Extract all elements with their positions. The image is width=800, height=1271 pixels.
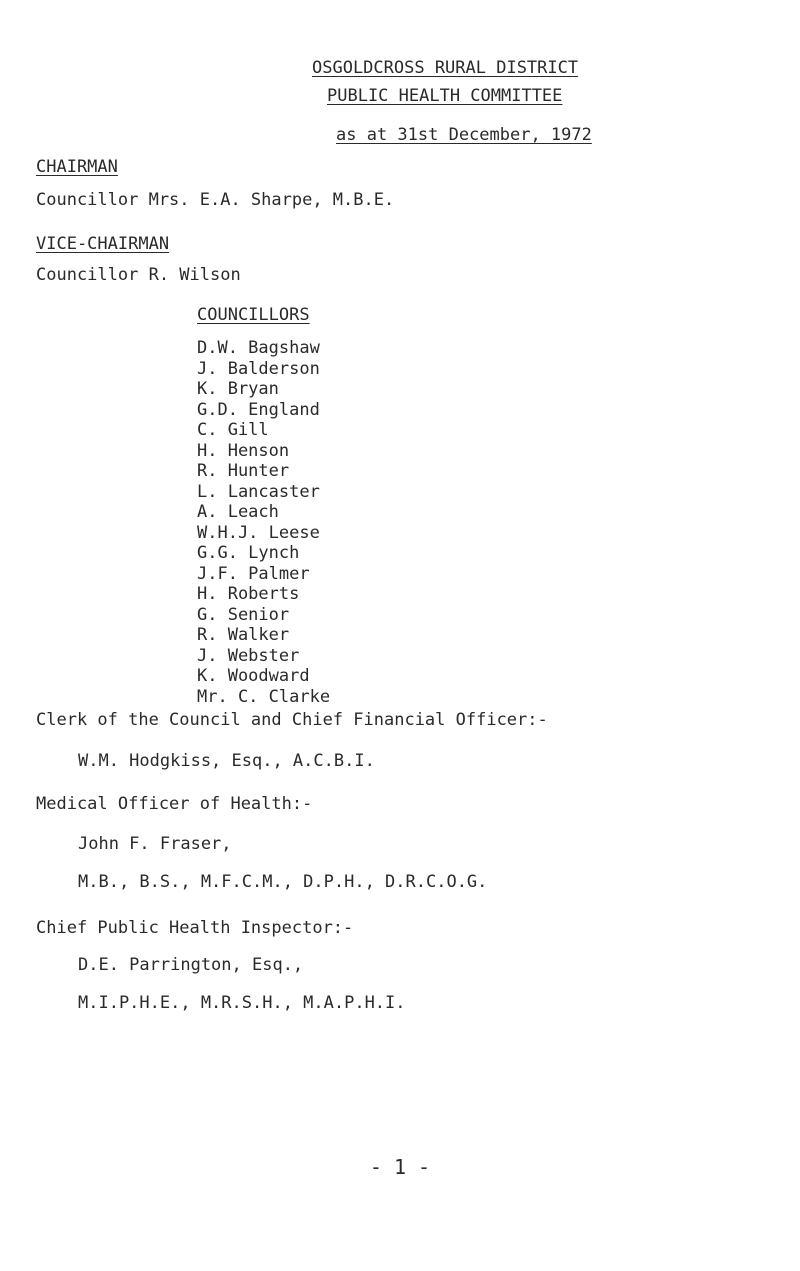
- list-item: G. Senior: [197, 604, 290, 625]
- list-item: A. Leach: [197, 502, 279, 522]
- list-item: J. Balderson: [197, 358, 320, 379]
- list-item: L. Lancaster: [197, 481, 320, 502]
- list-item: J.F. Palmer: [197, 563, 310, 584]
- inspector-name: D.E. Parrington, Esq.,: [78, 955, 304, 975]
- list-item: W.H.J. Leese: [197, 522, 320, 543]
- list-item: G.D. England: [197, 399, 320, 420]
- list-item: H. Henson: [197, 440, 290, 461]
- medical-officer-qualifications: M.B., B.S., M.F.C.M., D.P.H., D.R.C.O.G.: [78, 872, 488, 892]
- list-item: K. Woodward: [197, 666, 310, 686]
- councillor-list: [197, 338, 330, 707]
- list-item: K. Bryan: [197, 379, 279, 399]
- clerk-name: W.M. Hodgkiss, Esq., A.C.B.I.: [78, 751, 375, 771]
- list-item: R. Walker: [197, 625, 290, 645]
- list-item: G.G. Lynch: [197, 543, 300, 563]
- list-item: D.W. Bagshaw: [197, 338, 320, 358]
- medical-officer-title: Medical Officer of Health:-: [36, 794, 313, 814]
- vice-chairman-name: Councillor R. Wilson: [36, 265, 241, 285]
- chairman-name: Councillor Mrs. E.A. Sharpe, M.B.E.: [36, 190, 395, 210]
- medical-officer-name: John F. Fraser,: [78, 834, 232, 854]
- committee-title: PUBLIC HEALTH COMMITTEE: [327, 86, 563, 106]
- page-number: - 1 -: [369, 1155, 431, 1179]
- list-item: C. Gill: [197, 420, 269, 440]
- list-item: H. Roberts: [197, 584, 300, 604]
- inspector-title: Chief Public Health Inspector:-: [36, 918, 354, 938]
- clerk-title: Clerk of the Council and Chief Financial Officer:-: [36, 710, 548, 730]
- inspector-qualifications: M.I.P.H.E., M.R.S.H., M.A.P.H.I.: [78, 993, 406, 1013]
- list-item: Mr. C. Clarke: [197, 686, 331, 707]
- report-date: as at 31st December, 1972: [336, 125, 592, 145]
- list-item: R. Hunter: [197, 461, 290, 481]
- councillors-heading: COUNCILLORS: [197, 305, 310, 325]
- chairman-heading: CHAIRMAN: [36, 157, 118, 177]
- list-item: J. Webster: [197, 645, 300, 666]
- district-title: OSGOLDCROSS RURAL DISTRICT: [312, 58, 579, 78]
- vice-chairman-heading: VICE-CHAIRMAN: [36, 234, 170, 254]
